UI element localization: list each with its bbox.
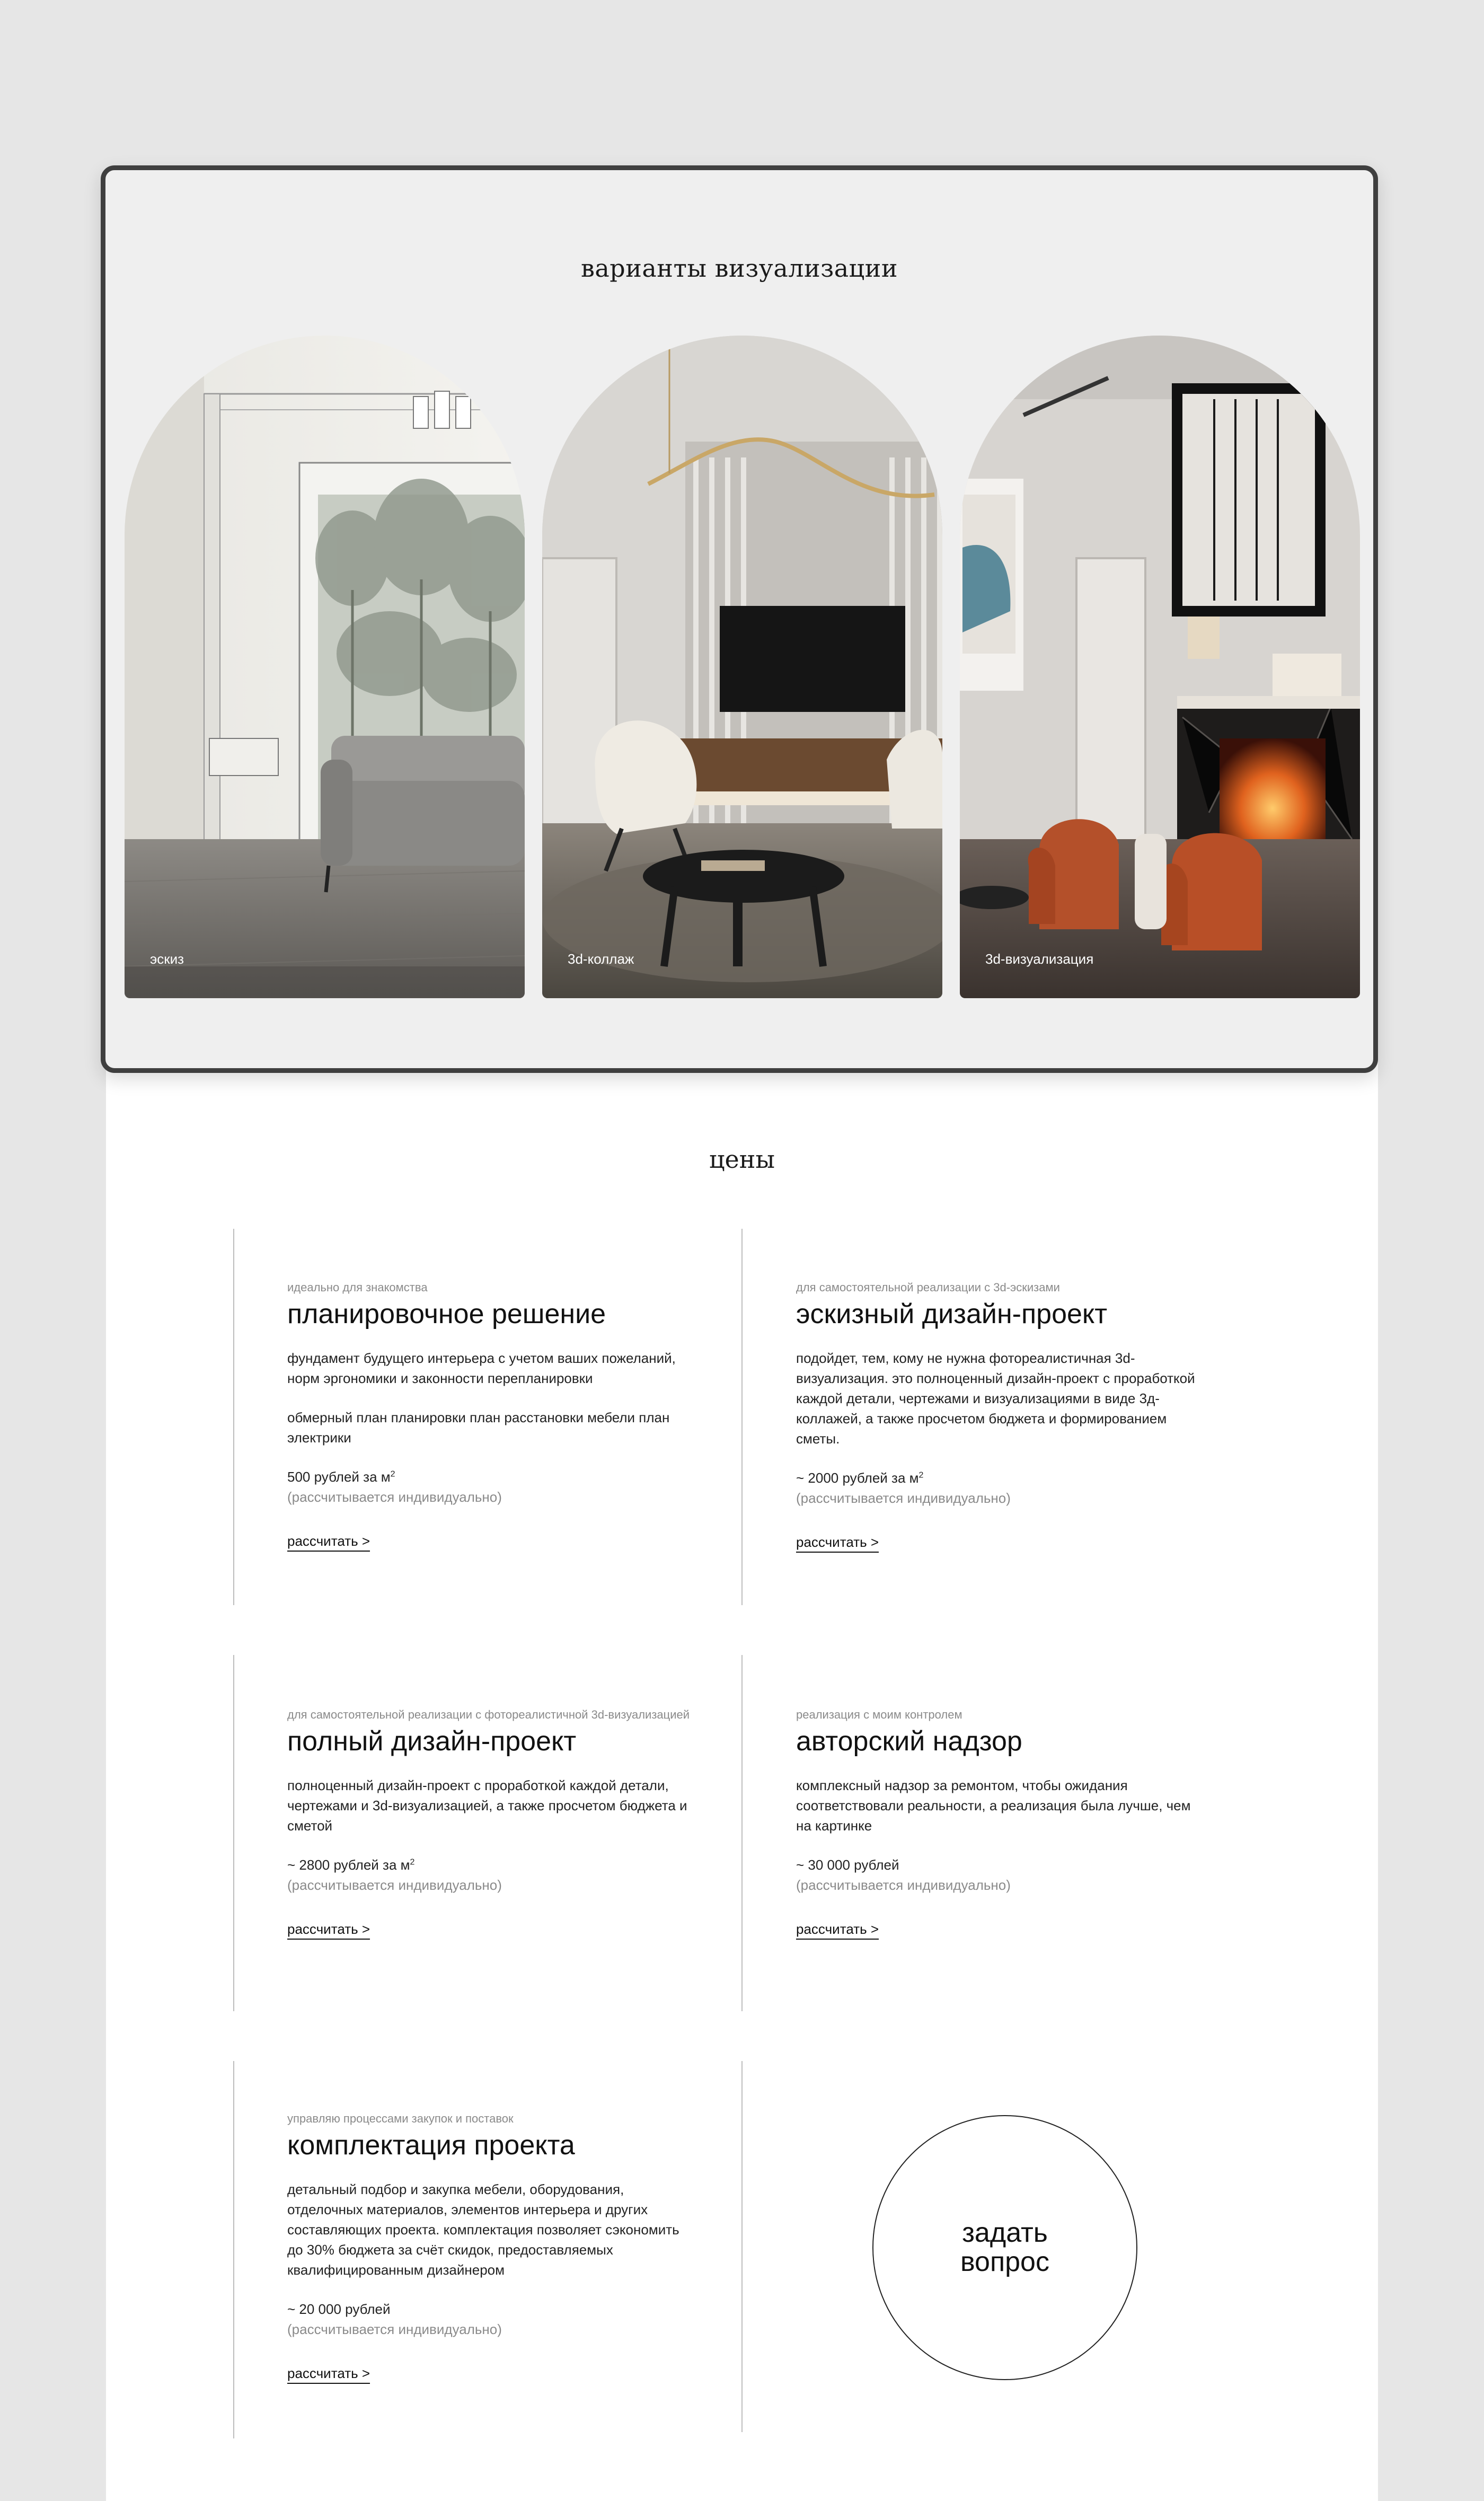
ask-question-label: задать вопрос (960, 2217, 1049, 2277)
render-label: 3d-визуализация (985, 951, 1094, 967)
price-card-supervision (796, 1706, 1199, 1940)
card-subtitle: управляю процессами закупок и поставок (287, 2112, 514, 2125)
price-card-full-project (287, 1706, 690, 1940)
card-subtitle: реализация с моим контролем (796, 1708, 962, 1721)
divider (233, 1229, 234, 1605)
collage-image-card[interactable] (542, 336, 942, 998)
collage-label: 3d-коллаж (568, 951, 634, 967)
collage-image (542, 336, 942, 998)
card-description: детальный подбор и закупка мебели, оборудования, отделочных материалов, элементов интерьера и других составляющих проекта. комплектация позволяет сэкономить до 30% бюджета за счёт скидок, предоставляемых квалифицированным дизайнером (287, 2181, 679, 2278)
card-subtitle: идеально для знакомства (287, 1281, 428, 1294)
card-title: эскизный дизайн-проект (796, 1299, 1108, 1330)
price-card-planning (287, 1279, 690, 1552)
card-price: 500 рублей за $м^2$ (287, 1468, 395, 1485)
sketch-image (125, 336, 525, 998)
price-card-sketch-project (796, 1279, 1199, 1553)
card-description: фундамент будущего интерьера с учетом ваших пожеланий, норм эргономики и законности перепланировки (287, 1350, 676, 1386)
card-title: комплектация проекта (287, 2130, 575, 2161)
card-title: полный дизайн-проект (287, 1726, 577, 1757)
calculate-link[interactable]: рассчитать > (796, 1921, 879, 1940)
calculate-link[interactable]: рассчитать > (287, 2365, 370, 2384)
card-subtitle: для самостоятельной реализации с фотореалистичной 3d-визуализацией (287, 1708, 690, 1721)
divider (741, 1229, 743, 1605)
visualization-title: варианты визуализации (580, 254, 898, 283)
ask-question-button[interactable] (872, 2115, 1137, 2380)
calculate-link[interactable]: рассчитать > (287, 1533, 370, 1552)
divider (233, 2061, 234, 2438)
card-includes: обмерный план планировки план расстановки мебели план электрики (287, 1409, 670, 1446)
card-price: ~ 20 000 рублей (287, 2301, 391, 2317)
visualization-section (101, 165, 1378, 1073)
card-subtitle: для самостоятельной реализации с 3d-эскизами (796, 1281, 1060, 1294)
divider (741, 2061, 743, 2432)
price-card-procurement (287, 2110, 690, 2384)
render-image-card[interactable] (960, 336, 1360, 998)
card-title: планировочное решение (287, 1299, 606, 1330)
calculate-link[interactable]: рассчитать > (796, 1534, 879, 1553)
card-description: подойдет, тем, кому не нужна фотореалистичная 3d-визуализация. это полноценный дизайн-проект с проработкой каждой детали, чертежами и визуализациями в виде 3д-коллажей, а также просчетом бюджета и формированием сметы. (796, 1350, 1195, 1447)
card-price-note: (рассчитывается индивидуально) (796, 1877, 1011, 1893)
calculate-link[interactable]: рассчитать > (287, 1921, 370, 1940)
card-price: ~ 2800 рублей за $м^2$ (287, 1856, 415, 1873)
card-price: ~ 2000 рублей за $м^2$ (796, 1469, 924, 1486)
sketch-image-card[interactable] (125, 336, 525, 998)
card-price-note: (рассчитывается индивидуально) (287, 1877, 502, 1893)
card-title: авторский надзор (796, 1726, 1022, 1757)
card-price-note: (рассчитывается индивидуально) (287, 1489, 502, 1505)
card-description: полноценный дизайн-проект с проработкой каждой детали, чертежами и 3d-визуализацией, а также просчетом бюджета и сметой (287, 1777, 687, 1834)
card-description: комплексный надзор за ремонтом, чтобы ожидания соответствовали реальности, а реализация была лучше, чем на картинке (796, 1777, 1191, 1834)
card-price-note: (рассчитывается индивидуально) (287, 2321, 502, 2337)
render-image (960, 336, 1360, 998)
card-price: ~ 30 000 рублей (796, 1856, 899, 1873)
prices-title: цены (709, 1145, 775, 1174)
card-price-note: (рассчитывается индивидуально) (796, 1490, 1011, 1506)
sketch-label: эскиз (150, 951, 184, 967)
divider (741, 1655, 743, 2011)
divider (233, 1655, 234, 2011)
